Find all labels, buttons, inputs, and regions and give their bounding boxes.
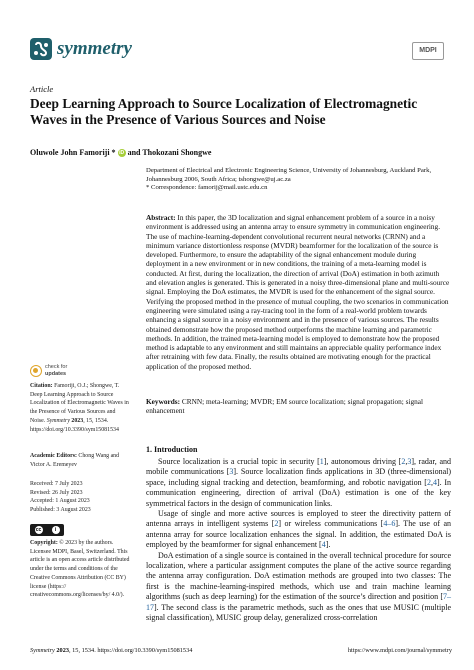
editors-names: Chong Wang and Victor A. Eremeyev [30, 453, 120, 468]
citation-journal: Symmetry [46, 417, 70, 424]
updates-icon [30, 365, 42, 377]
footer-doi[interactable]: , 15, 1534. https://doi.org/10.3390/sym15081534 [69, 647, 193, 654]
academic-editors [30, 452, 130, 469]
revised-date: Revised: 26 July 2023 [30, 489, 83, 496]
paragraph-text: ]. The use of an antenna array for source localization enhances the signal. In addition, the estimated DoA is employed by the beamformer for signal enhancement [ [146, 519, 452, 550]
author-first[interactable]: Oluwole John Famoriji * [30, 148, 116, 157]
paragraph-text: ] or wireless communications [ [278, 519, 384, 529]
citation-year: 2023 [69, 417, 84, 424]
paragraph-text: ]. [325, 540, 331, 550]
footer-journal-link[interactable]: https://www.mdpi.com/journal/symmetry [347, 647, 452, 654]
publication-dates [30, 480, 130, 515]
intro-paragraph-3 [146, 551, 451, 624]
updates-line1: check for [45, 364, 68, 370]
paragraph-text: , [405, 457, 408, 466]
editors-label: Academic Editors: [30, 453, 77, 459]
section-heading-introduction: 1. Introduction [146, 445, 198, 454]
citation-link[interactable]: 1 [319, 457, 324, 466]
paragraph-text: ], radar, and mobile communications [ [146, 457, 451, 477]
citation-label: Citation: [30, 383, 53, 389]
keywords [146, 397, 451, 416]
citation-link[interactable]: 2 [401, 457, 406, 466]
intro-paragraph-1 [146, 457, 451, 509]
abstract-text: In this paper, the 3D localization and signal enhancement problem of a source in a noisy environment is addressed using an antenna array to ensure symmetry in communication engineering. The use of machine-learning-dependent convolutional recurrent neural networks (CRNN) and a minimum variance distortionless response (MVDR) beamformer for the localization of the source is developed. Furthermore, to ensure the adaptability of the signal enhancement module during deployment in a new environment or in new conditions, the training of a meta-learning model is conducted. At first, during the localization, the direction of arrival (DoA) estimation in both azimuth and elevation angles is generated. This is generated in a noisy three-dimensional plane and multi-source signal. Employing the DoA estimates, the MVDR is used for the enhancement of the signal source. Verifying the proposed method in the presence of mutual coupling, the two scenarios in communication engineering were simulated using a ray-tracing tool in the form of a real-world problem towards enhancing a signal source in a noisy environment and in the presence of various sources. The results obtained demonstrate how the proposed method outperforms the machine learning and parametric methods. In addition, the trained meta-learning model is employed to demonstrate how the proposed method is adaptable to any environment and still maintains an appreciable quality performance index after retraining with few data. Finally, the results obtained are motivating enough for the practical application of the proposed method. [146, 213, 450, 371]
accepted-date: Accepted: 1 August 2023 [30, 498, 90, 505]
paragraph-text: Usage of single and more active sources is employed to steer the directivity pattern of antenna arrays in intelligent systems [ [146, 509, 451, 529]
updates-line2: updates [45, 370, 67, 377]
introduction-body [146, 457, 451, 624]
author-list [30, 148, 211, 157]
received-date: Received: 7 July 2023 [30, 481, 83, 487]
citation-link[interactable]: 3 [407, 457, 412, 466]
citation-link[interactable]: 7–17 [146, 592, 451, 612]
paragraph-text: ]. In communication engineering, direction of arrival (DoA) estimation is one of the key symmetrical factors in the design of communication links. [146, 477, 452, 508]
citation-link[interactable]: 2 [274, 519, 279, 529]
abstract [146, 213, 451, 371]
copyright-label: Copyright: [30, 540, 58, 546]
by-icon: i [52, 526, 60, 534]
journal-name: symmetry [57, 38, 132, 59]
paragraph-text: , [430, 477, 433, 487]
citation [30, 382, 130, 434]
footer-citation [30, 647, 192, 654]
paragraph-text: ]. The second class is the parametric methods, such as the ones that use MUSIC (multiple signal classification), MUSIC group delay, generalized cross-correlation [146, 602, 451, 623]
cc-by-license-badge[interactable] [30, 524, 64, 536]
author-second[interactable]: and Thokozani Shongwe [127, 148, 212, 157]
article-title: Deep Learning Approach to Source Localization of Electromagnetic Waves in the Presence of Various Sources and Noise [30, 96, 418, 127]
abstract-label: Abstract: [146, 213, 176, 222]
intro-paragraph-2 [146, 509, 451, 551]
cc-icon: cc [35, 527, 42, 533]
publisher-logo[interactable]: MDPI [412, 42, 444, 60]
check-for-updates-badge[interactable] [30, 364, 67, 377]
citation-link[interactable]: 4 [432, 477, 437, 487]
paragraph-text: ]. Source localization finds applications in 3D (three-dimensional) space, including signal tracking and detection, beamforming, and robotic navigation [ [146, 467, 452, 487]
copyright-text: © 2023 by the authors. Licensee MDPI, Basel, Switzerland. This article is an open access article distributed under the terms and conditions of the Creative Commons Attribution (CC BY) license (https:// creativecommons.org/licenses/by/ 4.0/). [30, 540, 130, 599]
citation-link[interactable]: 3 [229, 467, 234, 477]
citation-link[interactable]: 4–6 [383, 519, 396, 529]
affiliation-department: Department of Electrical and Electronic Engineering Science, University of Johannesburg, Auckland Park, Johannesburg 2006, South Africa; tshongwe@uj.ac.za [146, 167, 432, 183]
footer-year: 2023 [54, 647, 69, 654]
citation-text: Famoriji, O.J.; Shongwe, T. Deep Learning Approach to Source Localization of Electromagnetic Waves in the Presence of Various Sources and Noise. [30, 383, 129, 424]
correspondence: * Correspondence: famorij@mail.ustc.edu.cn [146, 184, 268, 192]
symmetry-logo-icon [30, 38, 52, 60]
keywords-label: Keywords: [146, 397, 181, 406]
paragraph-text: ], autonomous driving [ [323, 457, 402, 466]
citation-doi[interactable]: , 15, 1534. https://doi.org/10.3390/sym15081534 [30, 417, 119, 433]
keywords-text: CRNN; meta-learning; MVDR; EM source localization; signal propagation; signal enhancement [146, 397, 424, 416]
published-date: Published: 3 August 2023 [30, 507, 91, 514]
article-type: Article [30, 84, 54, 94]
paragraph-text: DoA estimation of a single source is contained in the overall technical procedure for source localization, where a particular assignment computes the plane of the active source regarding the antenna array configuration. DoA estimation methods are grouped into two classes: The first is the machine-learning-inspired methods, which use and train machine learning algorithms (such as deep learning) for the estimation of the source’s direction and position [ [146, 550, 451, 602]
affiliation [146, 167, 451, 193]
orcid-icon[interactable]: iD [119, 149, 125, 156]
copyright [30, 539, 130, 600]
footer-journal: Symmetry [30, 647, 55, 654]
citation-link[interactable]: 2 [426, 477, 431, 487]
citation-link[interactable]: 4 [321, 540, 326, 550]
paragraph-text: Source localization is a crucial topic in security [ [158, 457, 320, 466]
